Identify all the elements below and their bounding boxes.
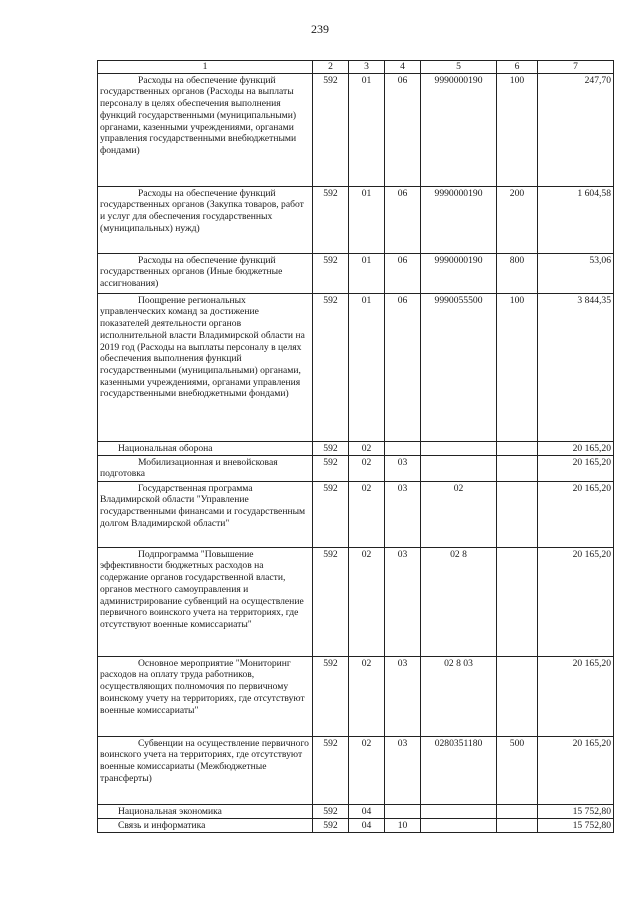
row-sum: 15 752,80: [538, 804, 614, 818]
table-row: [98, 736, 614, 804]
row-name: Национальная оборона: [98, 441, 313, 455]
row-name: Субвенции на осуществление первичного воинского учета на территориях, где отсутствуют военные комиссариаты (Межбюджетные трансферты): [98, 736, 313, 804]
column-header: 1: [98, 61, 313, 74]
table-row: [98, 73, 614, 186]
row-pr: 06: [385, 293, 421, 441]
row-csr: 02 8 03: [421, 656, 497, 736]
row-name: Мобилизационная и вневойсковая подготовка: [98, 455, 313, 481]
table-row: [98, 547, 614, 656]
table-row: [98, 818, 614, 832]
row-vr: [497, 455, 538, 481]
row-name: Подпрограмма "Повышение эффективности бюджетных расходов на содержание органов государственной власти, органов местного самоуправления и администрирование субвенций на осуществление первичного воинского учета на территориях, где отсутствуют военные комиссариаты": [98, 547, 313, 656]
row-name: Расходы на обеспечение функций государственных органов (Иные бюджетные ассигнования): [98, 253, 313, 293]
row-rz: 01: [349, 186, 385, 253]
row-ved: 592: [313, 547, 349, 656]
row-vr: 200: [497, 186, 538, 253]
row-name: Государственная программа Владимирской области "Управление государственными финансами и государственным долгом Владимирской области": [98, 481, 313, 547]
row-rz: 04: [349, 818, 385, 832]
row-rz: 01: [349, 253, 385, 293]
column-header: 5: [421, 61, 497, 74]
row-csr: [421, 804, 497, 818]
row-ved: 592: [313, 186, 349, 253]
row-rz: 01: [349, 73, 385, 186]
row-csr: 0280351180: [421, 736, 497, 804]
row-csr: 9990055500: [421, 293, 497, 441]
row-vr: [497, 804, 538, 818]
row-sum: 53,06: [538, 253, 614, 293]
row-vr: 100: [497, 73, 538, 186]
row-ved: 592: [313, 804, 349, 818]
row-pr: 10: [385, 818, 421, 832]
row-ved: 592: [313, 73, 349, 186]
row-rz: 02: [349, 736, 385, 804]
row-rz: 02: [349, 441, 385, 455]
row-csr: 9990000190: [421, 186, 497, 253]
row-sum: 15 752,80: [538, 818, 614, 832]
column-header: 4: [385, 61, 421, 74]
row-rz: 02: [349, 547, 385, 656]
row-sum: 20 165,20: [538, 656, 614, 736]
row-rz: 02: [349, 481, 385, 547]
row-vr: [497, 547, 538, 656]
row-ved: 592: [313, 736, 349, 804]
row-vr: [497, 481, 538, 547]
row-rz: 02: [349, 455, 385, 481]
row-pr: 06: [385, 253, 421, 293]
table-row: [98, 186, 614, 253]
table-row: [98, 656, 614, 736]
table-row: [98, 481, 614, 547]
table-row: [98, 253, 614, 293]
row-ved: 592: [313, 481, 349, 547]
row-ved: 592: [313, 253, 349, 293]
row-pr: 06: [385, 73, 421, 186]
table-header-row: [98, 61, 614, 74]
row-name: Поощрение региональных управленческих команд за достижение показателей деятельности органов исполнительной власти Владимирской области на 2019 год (Расходы на выплаты персоналу в целях обеспечения выполнения функций государственными (муниципальными) органами, казенными учреждениями, органами управления государственными внебюджетными фондами): [98, 293, 313, 441]
table-row: [98, 804, 614, 818]
row-vr: [497, 441, 538, 455]
row-csr: [421, 818, 497, 832]
row-ved: 592: [313, 455, 349, 481]
row-sum: 20 165,20: [538, 441, 614, 455]
row-pr: 03: [385, 736, 421, 804]
row-name: Расходы на обеспечение функций государственных органов (Закупка товаров, работ и услуг для обеспечения государственных (муниципальных) нужд): [98, 186, 313, 253]
table-row: [98, 441, 614, 455]
budget-table: [97, 60, 614, 833]
column-header: 7: [538, 61, 614, 74]
row-pr: 03: [385, 455, 421, 481]
column-header: 6: [497, 61, 538, 74]
row-name: Расходы на обеспечение функций государственных органов (Расходы на выплаты персоналу в целях обеспечения выполнения функций государственными (муниципальными) органами, казенными учреждениями, органами управления государственными внебюджетными фондами): [98, 73, 313, 186]
row-name: Связь и информатика: [98, 818, 313, 832]
row-csr: 9990000190: [421, 253, 497, 293]
row-csr: 02 8: [421, 547, 497, 656]
row-sum: 20 165,20: [538, 481, 614, 547]
row-vr: 800: [497, 253, 538, 293]
row-ved: 592: [313, 656, 349, 736]
row-csr: 02: [421, 481, 497, 547]
row-csr: [421, 441, 497, 455]
column-header: 3: [349, 61, 385, 74]
row-sum: 1 604,58: [538, 186, 614, 253]
row-name: Национальная экономика: [98, 804, 313, 818]
row-pr: 03: [385, 547, 421, 656]
column-header: 2: [313, 61, 349, 74]
row-pr: 06: [385, 186, 421, 253]
row-rz: 04: [349, 804, 385, 818]
row-ved: 592: [313, 293, 349, 441]
row-name: Основное мероприятие "Мониторинг расходов на оплату труда работников, осуществляющих полномочия по первичному воинскому учету на территориях, где отсутствуют военные комиссариаты": [98, 656, 313, 736]
row-rz: 01: [349, 293, 385, 441]
row-pr: [385, 804, 421, 818]
row-pr: [385, 441, 421, 455]
row-vr: 500: [497, 736, 538, 804]
table-row: [98, 455, 614, 481]
row-rz: 02: [349, 656, 385, 736]
row-sum: 20 165,20: [538, 455, 614, 481]
row-csr: 9990000190: [421, 73, 497, 186]
table-row: [98, 293, 614, 441]
page-number: 239: [311, 22, 329, 36]
row-vr: [497, 818, 538, 832]
row-ved: 592: [313, 818, 349, 832]
row-pr: 03: [385, 481, 421, 547]
row-ved: 592: [313, 441, 349, 455]
row-sum: 3 844,35: [538, 293, 614, 441]
row-csr: [421, 455, 497, 481]
row-sum: 20 165,20: [538, 736, 614, 804]
row-vr: 100: [497, 293, 538, 441]
row-sum: 247,70: [538, 73, 614, 186]
row-vr: [497, 656, 538, 736]
row-sum: 20 165,20: [538, 547, 614, 656]
row-pr: 03: [385, 656, 421, 736]
